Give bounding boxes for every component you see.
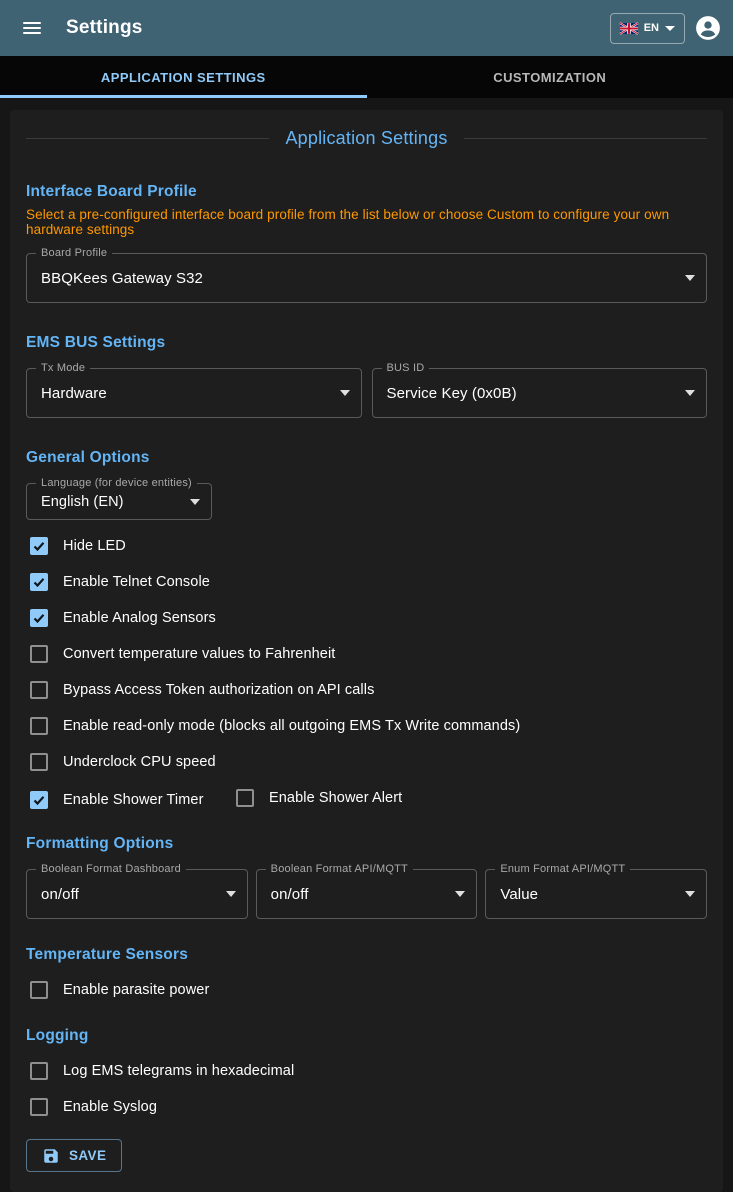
save-floppy-icon [42, 1147, 60, 1165]
dropdown-arrow-icon [455, 891, 465, 897]
tab-customization[interactable]: CUSTOMIZATION [367, 56, 733, 98]
dropdown-arrow-icon [190, 499, 200, 505]
checkbox-box[interactable] [30, 573, 48, 591]
checkbox-enable-parasite-power[interactable]: Enable parasite power [26, 972, 707, 1008]
checkbox-box[interactable] [30, 1062, 48, 1080]
section-general-options: General Options [26, 449, 707, 467]
formatting-selects-row [26, 869, 707, 919]
settings-panel [10, 110, 723, 1192]
checkbox-enable-syslog[interactable]: Enable Syslog [26, 1089, 707, 1125]
page-title: Application Settings [26, 128, 707, 149]
tab-application-settings[interactable]: APPLICATION SETTINGS [0, 56, 367, 98]
section-formatting-options: Formatting Options [26, 835, 707, 853]
checkbox-box[interactable] [30, 537, 48, 555]
checkbox-box[interactable] [30, 681, 48, 699]
section-logging: Logging [26, 1027, 707, 1045]
dropdown-arrow-icon [685, 390, 695, 396]
save-button[interactable]: SAVE [26, 1139, 122, 1172]
content-area [0, 98, 733, 1192]
section-ems-bus-settings: EMS BUS Settings [26, 334, 707, 352]
checkbox-box[interactable] [30, 645, 48, 663]
sensors-checkboxes [26, 972, 707, 1008]
chevron-down-icon [665, 26, 675, 31]
dropdown-arrow-icon [340, 390, 350, 396]
menu-icon[interactable] [12, 8, 52, 48]
app-title: Settings [66, 17, 143, 39]
app-bar [0, 0, 733, 56]
checkbox-box[interactable] [30, 791, 48, 809]
checkbox-log-ems-hex[interactable]: Log EMS telegrams in hexadecimal [26, 1053, 707, 1089]
checkbox-enable-readonly-mode[interactable]: Enable read-only mode (blocks all outgoing EMS Tx Write commands) [26, 708, 707, 744]
section-temperature-sensors: Temperature Sensors [26, 946, 707, 964]
checkbox-convert-fahrenheit[interactable]: Convert temperature values to Fahrenheit [26, 636, 707, 672]
bus-id-select[interactable]: BUS ID Service Key (0x0B) [372, 368, 708, 418]
checkbox-underclock-cpu[interactable]: Underclock CPU speed [26, 744, 707, 780]
checkbox-box[interactable] [30, 609, 48, 627]
boolean-format-dashboard-select[interactable]: Boolean Format Dashboard on/off [26, 869, 248, 919]
shower-checkbox-row [26, 780, 707, 818]
board-profile-select[interactable]: Board Profile BBQKees Gateway S32 [26, 253, 707, 303]
language-selector[interactable] [610, 13, 685, 44]
appbar-actions [610, 13, 721, 44]
checkbox-enable-telnet-console[interactable]: Enable Telnet Console [26, 564, 707, 600]
checkbox-hide-led[interactable]: Hide LED [26, 528, 707, 564]
dropdown-arrow-icon [685, 891, 695, 897]
boolean-format-api-mqtt-select[interactable]: Boolean Format API/MQTT on/off [256, 869, 478, 919]
board-profile-description: Select a pre-configured interface board profile from the list below or choose Custom to configure your own hardware settings [26, 207, 707, 237]
checkbox-box[interactable] [30, 981, 48, 999]
checkbox-enable-shower-timer[interactable]: Enable Shower Timer [26, 782, 204, 818]
active-tab-indicator [0, 95, 367, 98]
logging-checkboxes [26, 1053, 707, 1125]
enum-format-api-mqtt-select[interactable]: Enum Format API/MQTT Value [485, 869, 707, 919]
checkbox-box[interactable] [236, 789, 254, 807]
checkbox-bypass-access-token[interactable]: Bypass Access Token authorization on API calls [26, 672, 707, 708]
language-entities-select[interactable]: Language (for device entities) English (EN) [26, 483, 212, 520]
checkbox-box[interactable] [30, 717, 48, 735]
checkbox-enable-analog-sensors[interactable]: Enable Analog Sensors [26, 600, 707, 636]
language-code: EN [644, 22, 659, 34]
dropdown-arrow-icon [226, 891, 236, 897]
checkbox-box[interactable] [30, 753, 48, 771]
checkbox-enable-shower-alert[interactable]: Enable Shower Alert [232, 780, 402, 816]
general-options-checkboxes [26, 528, 707, 818]
account-avatar-icon[interactable] [695, 15, 721, 41]
divider [26, 138, 269, 139]
uk-flag-icon [620, 23, 638, 34]
dropdown-arrow-icon [685, 275, 695, 281]
checkbox-box[interactable] [30, 1098, 48, 1116]
tab-bar [0, 56, 733, 98]
section-interface-board-profile: Interface Board Profile [26, 183, 707, 201]
divider [464, 138, 707, 139]
tx-mode-select[interactable]: Tx Mode Hardware [26, 368, 362, 418]
ems-selects-row [26, 368, 707, 418]
